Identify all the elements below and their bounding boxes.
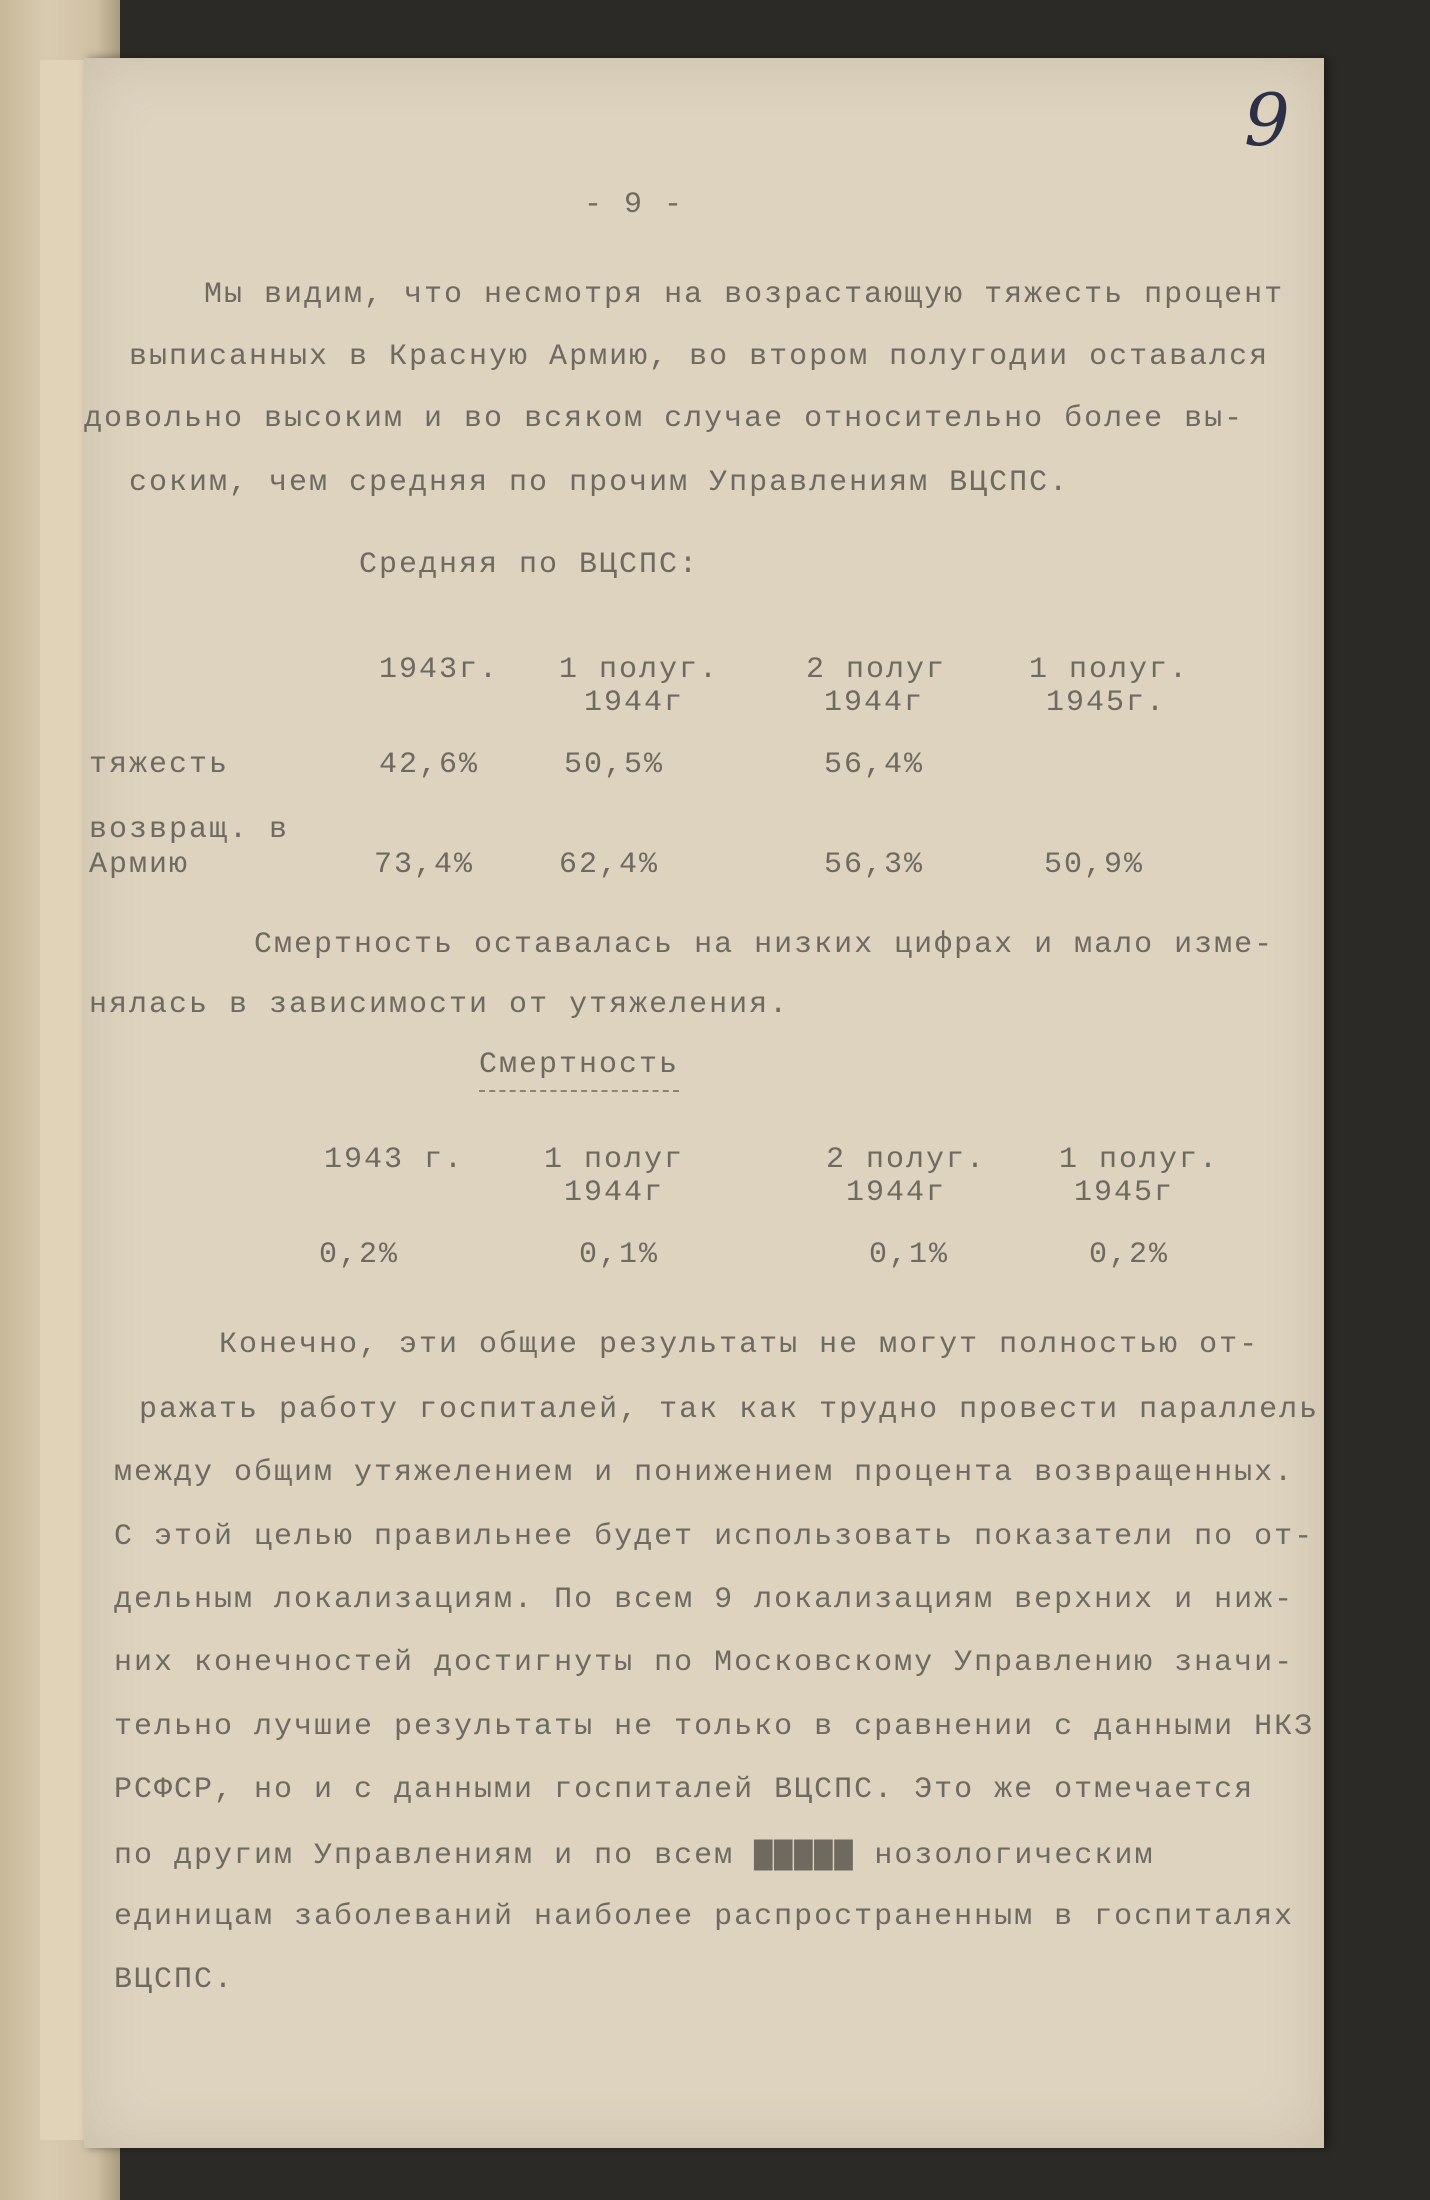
para3-line: ВЦСПС.	[114, 1963, 235, 1997]
para3-line: единицам заболеваний наиболее распространенным в госпиталях	[114, 1900, 1295, 1934]
table2-col-header: 1945г	[1074, 1176, 1175, 1210]
para2-line: Смертность оставалась на низких цифрах и мало изме-	[254, 928, 1275, 962]
document-page	[84, 58, 1324, 2148]
table1-col-header: 1944г	[824, 686, 925, 720]
table1-col-header: 1945г.	[1046, 686, 1167, 720]
table2-col-header: 1 полуг	[544, 1143, 685, 1177]
table1-cell: 56,3%	[824, 848, 925, 882]
table2-cell: 0,1%	[869, 1238, 950, 1272]
table2-cell: 0,2%	[319, 1238, 400, 1272]
para1-line: довольно высоким и во всяком случае относительно более вы-	[84, 402, 1245, 436]
table1-col-header: 1944г	[584, 686, 685, 720]
para3-line: между общим утяжелением и понижением процента возвращенных.	[114, 1456, 1295, 1490]
para3-line: ражать работу госпиталей, так как трудно провести параллель	[139, 1393, 1320, 1427]
table2-col-header: 1943 г.	[324, 1143, 465, 1177]
para1-line: Мы видим, что несмотря на возрастающую тяжесть процент	[204, 278, 1285, 312]
table1-cell: 73,4%	[374, 848, 475, 882]
para3-line: С этой целью правильнее будет использовать показатели по от-	[114, 1520, 1315, 1554]
table2-title: Смертность	[479, 1048, 679, 1092]
para3-line: Конечно, эти общие результаты не могут полностью от-	[219, 1328, 1260, 1362]
table1-col-header: 1 полуг.	[1029, 653, 1190, 687]
table2-cell: 0,1%	[579, 1238, 660, 1272]
table1-cell: 56,4%	[824, 748, 925, 782]
table1-row-label: тяжесть	[89, 748, 230, 782]
para3-line: по другим Управлениям и по всем ▇▇▇▇▇ нозологическим	[114, 1839, 1155, 1873]
table1-row-label: Армию	[89, 848, 190, 882]
table1-col-header: 1 полуг.	[559, 653, 720, 687]
table1-cell: 50,9%	[1044, 848, 1145, 882]
page-header: - 9 -	[584, 188, 685, 222]
table2-cell: 0,2%	[1089, 1238, 1170, 1272]
table1-cell: 42,6%	[379, 748, 480, 782]
table2-col-header: 2 полуг.	[826, 1143, 987, 1177]
table1-cell: 62,4%	[559, 848, 660, 882]
para3-line: РСФСР, но и с данными госпиталей ВЦСПС. Это же отмечается	[114, 1773, 1255, 1807]
table1-col-header: 1943г.	[379, 653, 500, 687]
para3-line: дельным локализациям. По всем 9 локализациям верхних и ниж-	[114, 1583, 1295, 1617]
para1-line: соким, чем средняя по прочим Управлениям ВЦСПС.	[129, 466, 1070, 500]
table1-cell: 50,5%	[564, 748, 665, 782]
table1-row-label: возвращ. в	[89, 813, 290, 847]
para3-line: тельно лучшие результаты не только в сравнении с данными НКЗ	[114, 1710, 1315, 1744]
handwritten-folio-number: 9	[1244, 78, 1290, 162]
table2-col-header: 1944г	[564, 1176, 665, 1210]
para2-line: нялась в зависимости от утяжеления.	[89, 988, 790, 1022]
table2-col-header: 1944г	[846, 1176, 947, 1210]
para1-line: выписанных в Красную Армию, во втором полугодии оставался	[129, 340, 1270, 374]
table2-col-header: 1 полуг.	[1059, 1143, 1220, 1177]
para3-line: них конечностей достигнуты по Московскому Управлению значи-	[114, 1646, 1295, 1680]
table1-title: Средняя по ВЦСПС:	[359, 548, 700, 582]
table1-col-header: 2 полуг	[806, 653, 947, 687]
